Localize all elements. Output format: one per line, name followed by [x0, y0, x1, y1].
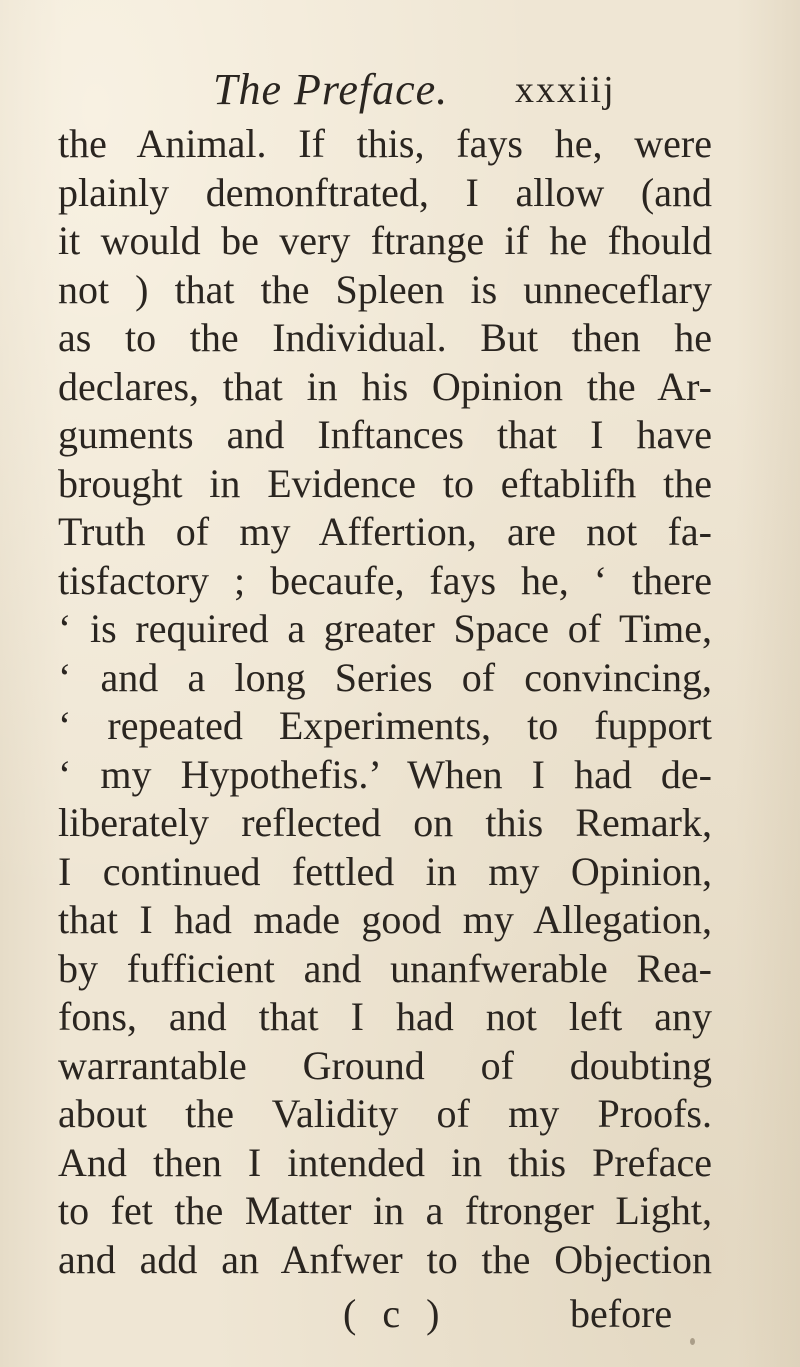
text-line: ‘ is required a greater Space of Time, — [58, 606, 712, 651]
signature-mark: ( c ) — [343, 1291, 448, 1336]
text-line: plainly demonftrated, I allow (and — [58, 169, 712, 215]
text-line: liberately reflected on this Remark, — [58, 800, 712, 845]
page-footer — [0, 1286, 800, 1342]
text-line: ‘ repeated Experiments, to fupport — [58, 703, 712, 748]
text-line: fons, and that I had not left any — [58, 994, 712, 1039]
running-title: The Preface. — [213, 65, 449, 114]
text-line: by fufficient and unanfwerable Rea- — [58, 945, 712, 991]
text-line: Truth of my Affertion, are not fa- — [58, 509, 712, 554]
text-line: And then I intended in this Preface — [58, 1139, 712, 1185]
text-line: it would be very ftrange if he fhould — [58, 218, 712, 263]
text-line: and add an Anfwer to the Objection — [58, 1236, 712, 1282]
text-line: not ) that the Spleen is unneceflary — [58, 266, 712, 312]
page-header — [213, 62, 733, 118]
page-number: xxxiij — [515, 69, 616, 111]
catchword: before — [570, 1291, 673, 1336]
text-line: declares, that in his Opinion the Ar- — [58, 363, 712, 409]
text-line: to fet the Matter in a ftronger Light, — [58, 1188, 712, 1233]
text-line: about the Validity of my Proofs. — [58, 1091, 712, 1136]
text-line: brought in Evidence to eftablifh the — [58, 460, 712, 506]
text-line: ‘ my Hypothefis.’ When I had de- — [58, 751, 712, 797]
text-line: ‘ and a long Series of convincing, — [58, 654, 712, 700]
text-line: guments and Inftances that I have — [58, 412, 712, 457]
text-line: the Animal. If this, fays he, were — [58, 121, 712, 166]
text-line: tisfactory ; becaufe, fays he, ‘ there — [58, 557, 712, 603]
text-line: as to the Individual. But then he — [58, 315, 712, 360]
text-line: that I had made good my Allegation, — [58, 897, 712, 942]
text-line: warrantable Ground of doubting — [58, 1042, 712, 1088]
text-line: I continued fettled in my Opinion, — [58, 848, 712, 894]
paper-spot — [690, 1338, 695, 1345]
